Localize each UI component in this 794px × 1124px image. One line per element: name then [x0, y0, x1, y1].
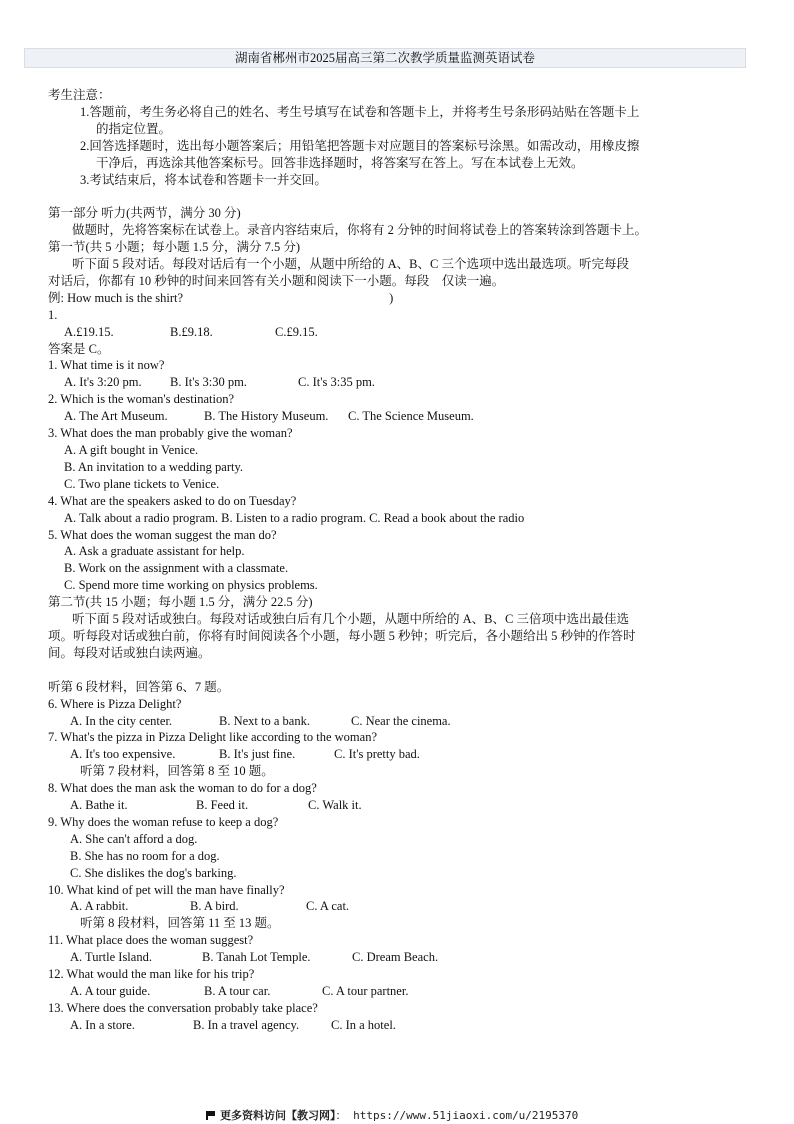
part1-intro: 做题时，先将答案标在试卷上。录音内容结束后，你将有 2 分钟的时间将试卷上的答案转涂到答题卡上。 [72, 223, 648, 238]
part1-title: 第一部分 听力(共两节，满分 30 分) [48, 206, 241, 221]
q11-option-c: C. Dream Beach. [352, 950, 439, 965]
material-7-instruction: 听第 7 段材料，回答第 8 至 10 题。 [80, 764, 274, 779]
example-answer: 答案是 C。 [48, 341, 110, 356]
question-11: 11. What place does the woman suggest? [48, 933, 254, 948]
q1-option-a: A. It's 3:20 pm. [64, 375, 142, 390]
question-8-options [48, 797, 748, 814]
question-11-options [48, 949, 748, 966]
question-13-options [48, 1017, 748, 1034]
example-option-a: A.£19.15. [64, 324, 114, 339]
notice-item-1: 1.答题前，考生务必将自己的姓名、考生号填写在试卷和答题卡上，并将考生号条形码站贴在答题卡上 [80, 104, 640, 119]
question-13: 13. Where does the conversation probably take place? [48, 1000, 318, 1015]
q3-option-c: C. Two plane tickets to Venice. [64, 476, 220, 491]
example-option-b: B.£9.18. [170, 324, 213, 339]
example-number: 1. [48, 307, 58, 322]
q8-option-a: A. Bathe it. [70, 798, 128, 813]
example-options [48, 324, 748, 341]
q11-option-b: B. Tanah Lot Temple. [202, 950, 311, 965]
footer-url[interactable]: ： https://www.51jiaoxi.com/u/2195370 [335, 1109, 579, 1122]
question-12-options [48, 983, 748, 1000]
example-option-c: C.£9.15. [275, 324, 318, 339]
q5-option-c: C. Spend more time working on physics problems. [64, 578, 318, 593]
question-5: 5. What does the woman suggest the man do? [48, 527, 277, 542]
footer-prefix: 更多资料访问 [220, 1109, 286, 1122]
question-1-options [48, 374, 748, 391]
example-bracket: ) [389, 290, 394, 305]
q11-option-a: A. Turtle Island. [70, 950, 152, 965]
question-9: 9. Why does the woman refuse to keep a dog? [48, 814, 279, 829]
q5-option-a: A. Ask a graduate assistant for help. [64, 544, 245, 559]
question-12: 12. What would the man like for his trip? [48, 967, 255, 982]
q12-option-a: A. A tour guide. [70, 984, 151, 998]
section2-intro-line-3: 间。每段对话或独白读两遍。 [48, 645, 211, 660]
notice-item-2: 2.回答选择题时，选出每小题答案后；用铅笔把答题卡对应题目的答案标号涂黑。如需改动，用橡皮擦 [80, 138, 640, 153]
exam-content [48, 87, 748, 1034]
q3-option-a: A. A gift bought in Venice. [64, 443, 199, 458]
question-1: 1. What time is it now? [48, 358, 165, 373]
notice-item-2-cont: 干净后，再选涂其他答案标号。回答非选择题时，将答案写在答上。写在本试卷上无效。 [96, 155, 584, 170]
q7-option-c: C. It's pretty bad. [334, 747, 420, 762]
question-6: 6. Where is Pizza Delight? [48, 696, 182, 711]
question-7: 7. What's the pizza in Pizza Delight like according to the woman? [48, 730, 377, 745]
q5-option-b: B. Work on the assignment with a classmate. [64, 561, 289, 576]
question-2: 2. Which is the woman's destination? [48, 392, 235, 407]
q7-option-b: B. It's just fine. [219, 747, 296, 762]
q3-option-b: B. An invitation to a wedding party. [64, 459, 244, 474]
section1-title: 第一节(共 5 小题；每小题 1.5 分，满分 7.5 分) [48, 240, 301, 255]
question-3: 3. What does the man probably give the woman? [48, 426, 293, 441]
notice-heading: 考生注意： [48, 88, 111, 102]
flag-icon [206, 1111, 216, 1120]
example-question [48, 290, 748, 307]
section2-intro-line-1: 听下面 5 段对话或独白。每段对话或独白后有几个小题，从题中所给的 A、B、C 三倍项中选出最佳选 [72, 612, 629, 627]
q13-option-a: A. In a store. [70, 1017, 135, 1032]
q10-option-a: A. A rabbit. [70, 899, 129, 914]
question-2-options [48, 408, 748, 425]
material-6-instruction: 听第 6 段材料，回答第 6、7 题。 [48, 679, 230, 694]
q6-option-c: C. Near the cinema. [351, 713, 451, 728]
document-title: 湖南省郴州市2025届高三第二次教学质量监测英语试卷 [234, 51, 535, 65]
footer-brand: 【教习网】 [286, 1109, 336, 1122]
q2-option-b: B. The History Museum. [204, 409, 329, 424]
footer-link[interactable] [206, 1107, 578, 1123]
notice-item-3: 3.考试结束后，将本试卷和答题卡一并交回。 [80, 172, 327, 187]
q10-option-b: B. A bird. [190, 899, 239, 914]
q12-option-b: B. A tour car. [204, 984, 271, 998]
question-10-options [48, 898, 748, 915]
example-question-text: 例: How much is the shirt? [48, 290, 184, 305]
q9-option-a: A. She can't afford a dog. [70, 831, 198, 846]
q7-option-a: A. It's too expensive. [70, 747, 176, 762]
q13-option-c: C. In a hotel. [331, 1017, 396, 1032]
question-6-options [48, 713, 748, 730]
question-7-options [48, 746, 748, 763]
section2-intro-line-2: 项。听每段对话或独白前，你将有时间阅读各个小题，每小题 5 秒钟；听完后，各小题给出 5 秒钟的作答时 [48, 628, 636, 643]
question-10: 10. What kind of pet will the man have finally? [48, 882, 285, 897]
material-8-instruction: 听第 8 段材料，回答第 11 至 13 题。 [80, 916, 280, 931]
q13-option-b: B. In a travel agency. [193, 1017, 300, 1032]
question-8: 8. What does the man ask the woman to do for a dog? [48, 781, 317, 796]
q1-option-b: B. It's 3:30 pm. [170, 375, 247, 390]
q2-option-c: C. The Science Museum. [348, 409, 474, 424]
q9-option-b: B. She has no room for a dog. [70, 848, 220, 863]
question-4: 4. What are the speakers asked to do on Tuesday? [48, 493, 297, 508]
q8-option-c: C. Walk it. [308, 798, 362, 813]
q10-option-c: C. A cat. [306, 899, 350, 914]
q2-option-a: A. The Art Museum. [64, 409, 168, 424]
q9-option-c: C. She dislikes the dog's barking. [70, 865, 237, 880]
q1-option-c: C. It's 3:35 pm. [298, 375, 375, 390]
section1-intro-line-1: 听下面 5 段对话。每段对话后有一个小题，从题中所给的 A、B、C 三个选项中选出最选项。听完每段 [72, 257, 629, 272]
q8-option-b: B. Feed it. [196, 798, 249, 813]
document-header [24, 48, 746, 68]
q12-option-c: C. A tour partner. [322, 984, 409, 998]
section2-title: 第二节(共 15 小题；每小题 1.5 分，满分 22.5 分) [48, 595, 313, 610]
q6-option-a: A. In the city center. [70, 713, 173, 728]
notice-item-1-cont: 的指定位置。 [96, 121, 172, 136]
q6-option-b: B. Next to a bank. [219, 713, 310, 728]
section1-intro-line-2: 对话后，你都有 10 秒钟的时间来回答有关小题和阅读下一小题。每段 仅读一遍。 [48, 273, 505, 288]
q4-options: A. Talk about a radio program. B. Listen to a radio program. C. Read a book about the radio [64, 510, 525, 525]
